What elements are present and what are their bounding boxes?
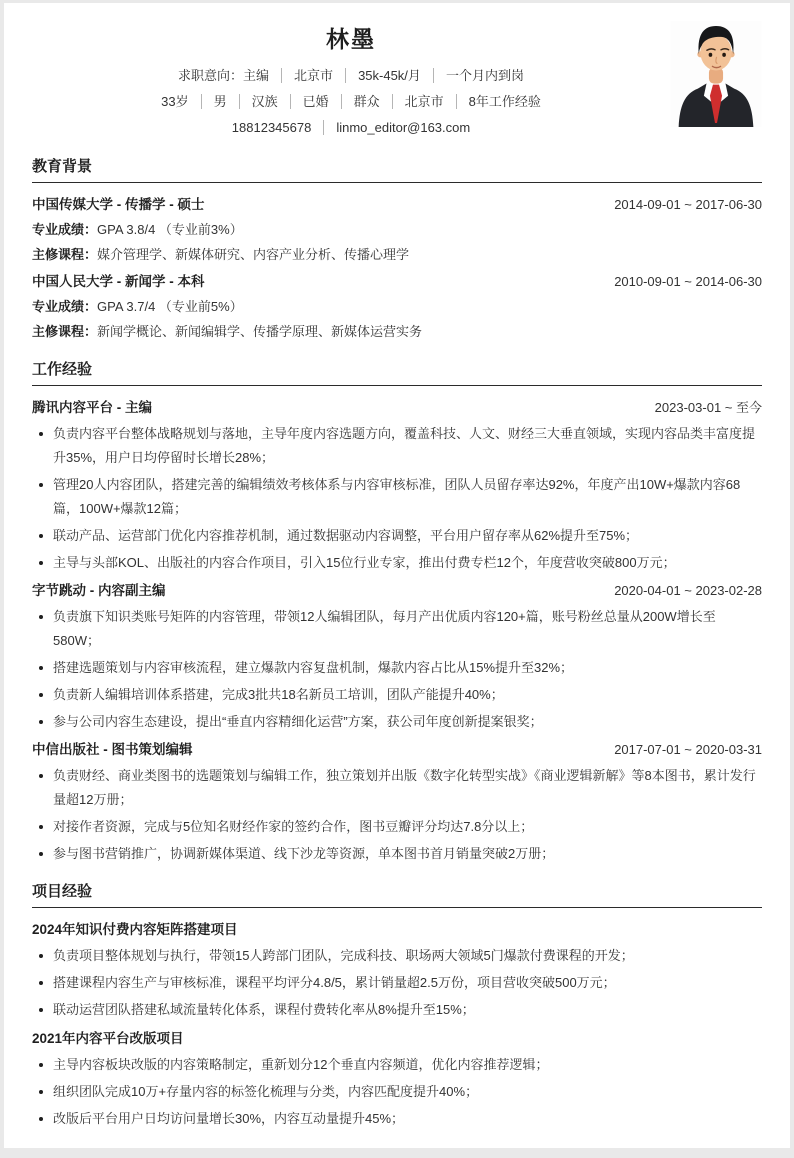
salary-expectation: 35k-45k/月 [345, 68, 433, 83]
bullet-dot-icon [39, 534, 43, 538]
bullet-text: 主导与头部KOL、出版社的内容合作项目，引入15位行业专家，推出付费专栏12个，年度营收突破800万元； [53, 555, 676, 570]
male-portrait-avatar-icon [670, 21, 762, 127]
bullet-item [32, 551, 762, 575]
courses-line [32, 242, 762, 267]
courses-value: 媒介管理学、新媒体研究、内容产业分析、传播心理学 [97, 247, 410, 262]
bullet-text: 参与公司内容生态建设，提出“垂直内容精细化运营”方案，获公司年度创新提案银奖； [53, 714, 543, 729]
bullet-text: 参与图书营销推广，协调新媒体渠道、线下沙龙等资源，单本图书首月销量突破2万册； [53, 846, 555, 861]
work-bullet-list [32, 764, 762, 866]
bullet-text: 搭建课程内容生产与审核标准，课程平均评分4.8/5，累计销量超2.5万份，项目营收突破500万元； [53, 975, 616, 990]
bullet-text: 对接作者资源，完成与5位知名财经作家的签约合作，图书豆瓣评分均达7.8分以上； [53, 819, 534, 834]
section-title-education: 教育背景 [32, 155, 762, 183]
bullet-dot-icon [39, 693, 43, 697]
email-address: linmo_editor@163.com [323, 120, 482, 135]
work-entry-head [32, 578, 762, 603]
work-section [32, 358, 762, 866]
bullet-dot-icon [39, 954, 43, 958]
job-intent: 求职意向：主编 [178, 68, 270, 83]
entry-date: 2023-03-01 ~ 至今 [654, 400, 762, 415]
bullet-item [32, 1107, 762, 1131]
work-entry [32, 578, 762, 734]
candidate-name: 林墨 [326, 26, 376, 52]
work-bullet-list [32, 605, 762, 734]
bullet-dot-icon [39, 720, 43, 724]
education-entry [32, 269, 762, 344]
bullet-text: 负责新人编辑培训体系搭建，完成3批共18名新员工培训，团队产能提升40%； [53, 687, 504, 702]
age: 33岁 [161, 94, 189, 109]
bullet-dot-icon [39, 561, 43, 565]
bullet-dot-icon [39, 774, 43, 778]
bullet-text: 负责财经、商业类图书的选题策划与编辑工作，独立策划并出版《数字化转型实战》《商业逻辑新解》等8本图书，累计发行量超12万册； [53, 768, 756, 807]
gpa-value: GPA 3.7/4 （专业前5%） [97, 299, 243, 314]
education-section [32, 155, 762, 344]
gpa-value: GPA 3.8/4 （专业前3%） [97, 222, 243, 237]
bullet-text: 负责内容平台整体战略规划与落地，主导年度内容选题方向，覆盖科技、人文、财经三大垂直领域，实现内容品类丰富度提升35%，用户日均停留时长增长28%； [53, 426, 756, 465]
bullet-item [32, 524, 762, 548]
gender: 男 [201, 94, 239, 109]
location: 北京市 [392, 94, 456, 109]
bullet-item [32, 971, 762, 995]
work-bullet-list [32, 422, 762, 575]
courses-value: 新闻学概论、新闻编辑学、传播学原理、新媒体运营实务 [97, 324, 423, 339]
bullet-text: 负责旗下知识类账号矩阵的内容管理，带领12人编辑团队，每月产出优质内容120+篇，账号粉丝总量从200W增长至580W； [53, 609, 716, 648]
company-title: 字节跳动 - 内容副主编 [32, 583, 166, 598]
bullet-item [32, 605, 762, 653]
company-title: 中信出版社 - 图书策划编辑 [32, 742, 193, 757]
education-entry [32, 192, 762, 267]
bullet-text: 联动产品、运营部门优化内容推荐机制，通过数据驱动内容调整，平台用户留存率从62%提升至75%； [53, 528, 639, 543]
bullet-item [32, 944, 762, 968]
education-entry-head [32, 192, 762, 217]
bullet-dot-icon [39, 432, 43, 436]
bullet-text: 改版后平台用户日均访问量增长30%，内容互动量提升45%； [53, 1111, 405, 1126]
bullet-item [32, 710, 762, 734]
bullet-dot-icon [39, 852, 43, 856]
bullet-item [32, 422, 762, 470]
bullet-text: 主导内容板块改版的内容策略制定，重新划分12个垂直内容频道，优化内容推荐逻辑； [53, 1057, 549, 1072]
bullet-text: 管理20人内容团队，搭建完善的编辑绩效考核体系与内容审核标准，团队人员留存率达92%，年度产出10W+爆款内容68篇，100W+爆款12篇； [53, 477, 741, 516]
education-entry-head [32, 269, 762, 294]
bullet-dot-icon [39, 615, 43, 619]
bullet-item [32, 473, 762, 521]
basic-info-line [32, 89, 670, 115]
marital-status: 已婚 [290, 94, 341, 109]
school-name: 中国传媒大学 - 传播学 - 硕士 [32, 197, 205, 212]
bullet-text: 联动运营团队搭建私域流量转化体系，课程付费转化率从8%提升至15%； [53, 1002, 475, 1017]
work-entry [32, 395, 762, 575]
courses-label: 主修课程： [32, 324, 98, 339]
work-entry-head [32, 395, 762, 420]
entry-date: 2010-09-01 ~ 2014-06-30 [614, 274, 762, 289]
entry-date: 2020-04-01 ~ 2023-02-28 [614, 583, 762, 598]
bullet-dot-icon [39, 1090, 43, 1094]
city: 北京市 [281, 68, 345, 83]
project-entry [32, 1026, 762, 1131]
bullet-item [32, 764, 762, 812]
work-entry [32, 737, 762, 866]
project-bullet-list [32, 1053, 762, 1131]
gpa-line [32, 217, 762, 242]
gpa-label: 专业成绩： [32, 222, 98, 237]
availability: 一个月内到岗 [433, 68, 536, 83]
entry-date: 2017-07-01 ~ 2020-03-31 [614, 742, 762, 757]
profile-photo [670, 21, 762, 127]
bullet-text: 组织团队完成10万+存量内容的标签化梳理与分类，内容匹配度提升40%； [53, 1084, 479, 1099]
political-status: 群众 [341, 94, 392, 109]
phone-number: 18812345678 [231, 120, 312, 135]
gpa-label: 专业成绩： [32, 299, 98, 314]
header-text-block [32, 19, 670, 141]
bullet-dot-icon [39, 1008, 43, 1012]
courses-label: 主修课程： [32, 247, 98, 262]
job-intent-line [32, 63, 670, 89]
bullet-text: 搭建选题策划与内容审核流程，建立爆款内容复盘机制，爆款内容占比从15%提升至32%； [53, 660, 574, 675]
project-bullet-list [32, 944, 762, 1022]
resume-page [4, 3, 790, 1148]
bullet-dot-icon [39, 1063, 43, 1067]
gpa-line [32, 294, 762, 319]
contact-line [32, 115, 670, 141]
bullet-item [32, 842, 762, 866]
bullet-dot-icon [39, 483, 43, 487]
bullet-item [32, 683, 762, 707]
entry-date: 2014-09-01 ~ 2017-06-30 [614, 197, 762, 212]
bullet-item [32, 998, 762, 1022]
ethnicity: 汉族 [239, 94, 290, 109]
school-name: 中国人民大学 - 新闻学 - 本科 [32, 274, 205, 289]
section-title-work: 工作经验 [32, 358, 762, 386]
courses-line [32, 319, 762, 344]
resume-header [32, 19, 762, 141]
project-entry [32, 917, 762, 1022]
bullet-item [32, 1053, 762, 1077]
bullet-text: 负责项目整体规划与执行，带领15人跨部门团队，完成科技、职场两大领域5门爆款付费课程的开发； [53, 948, 634, 963]
bullet-dot-icon [39, 666, 43, 670]
bullet-dot-icon [39, 1117, 43, 1121]
bullet-item [32, 815, 762, 839]
experience-years: 8年工作经验 [456, 94, 553, 109]
projects-section [32, 880, 762, 1131]
work-entry-head [32, 737, 762, 762]
project-title: 2024年知识付费内容矩阵搭建项目 [32, 922, 238, 937]
bullet-dot-icon [39, 981, 43, 985]
bullet-item [32, 656, 762, 680]
section-title-projects: 项目经验 [32, 880, 762, 908]
bullet-dot-icon [39, 825, 43, 829]
project-title: 2021年内容平台改版项目 [32, 1031, 184, 1046]
bullet-item [32, 1080, 762, 1104]
company-title: 腾讯内容平台 - 主编 [32, 400, 152, 415]
